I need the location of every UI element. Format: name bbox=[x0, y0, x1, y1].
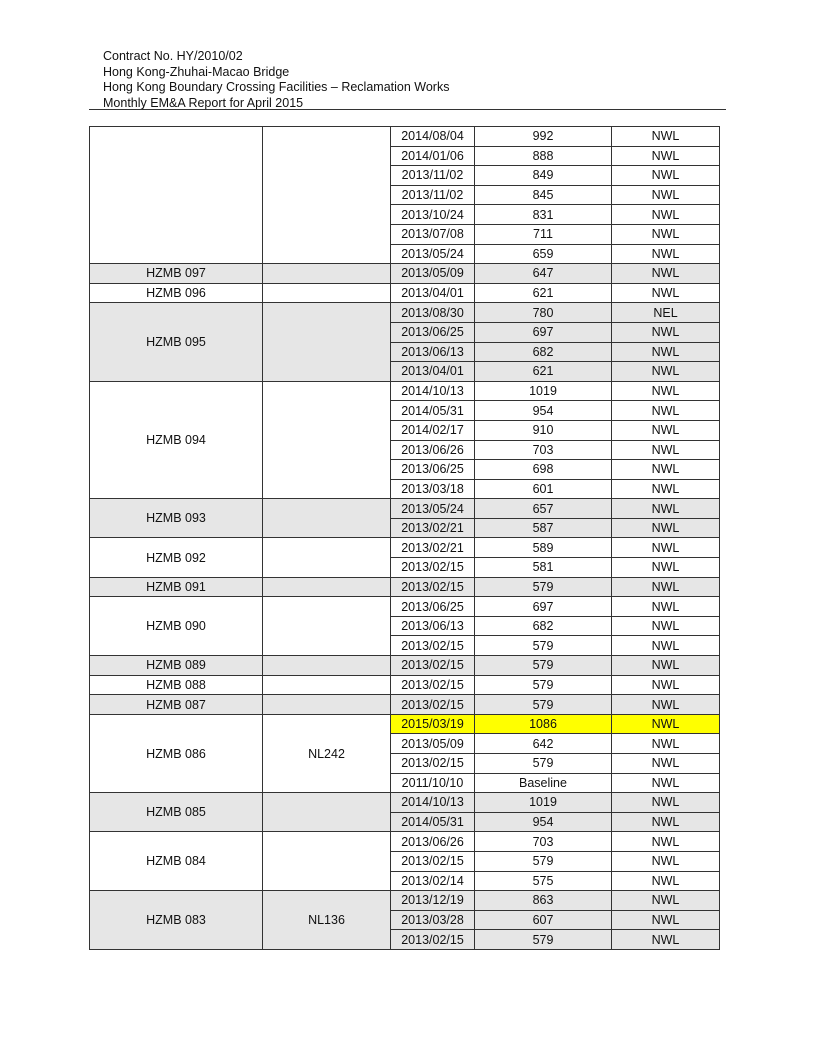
station-id-cell: HZMB 093 bbox=[90, 499, 263, 538]
reference-cell bbox=[263, 656, 391, 676]
category-cell: NWL bbox=[612, 714, 720, 734]
table-row bbox=[90, 793, 720, 813]
date-cell: 2013/02/21 bbox=[391, 538, 475, 558]
value-cell: 780 bbox=[475, 303, 612, 323]
value-cell: 587 bbox=[475, 518, 612, 538]
header-divider bbox=[89, 109, 726, 110]
value-cell: 697 bbox=[475, 597, 612, 617]
station-id-cell: HZMB 094 bbox=[90, 381, 263, 499]
value-cell: 703 bbox=[475, 832, 612, 852]
date-cell: 2013/02/15 bbox=[391, 930, 475, 950]
category-cell: NWL bbox=[612, 146, 720, 166]
value-cell: 581 bbox=[475, 558, 612, 578]
category-cell: NWL bbox=[612, 812, 720, 832]
value-cell: 703 bbox=[475, 440, 612, 460]
value-cell: 863 bbox=[475, 891, 612, 911]
category-cell: NWL bbox=[612, 322, 720, 342]
table-row bbox=[90, 675, 720, 695]
value-cell: 697 bbox=[475, 322, 612, 342]
category-cell: NWL bbox=[612, 558, 720, 578]
value-cell: 579 bbox=[475, 656, 612, 676]
date-cell: 2013/04/01 bbox=[391, 283, 475, 303]
reference-cell bbox=[263, 303, 391, 381]
value-cell: 579 bbox=[475, 851, 612, 871]
date-cell: 2013/02/15 bbox=[391, 577, 475, 597]
report-title: Monthly EM&A Report for April 2015 bbox=[103, 95, 304, 110]
category-cell: NWL bbox=[612, 401, 720, 421]
category-cell: NWL bbox=[612, 381, 720, 401]
category-cell: NWL bbox=[612, 930, 720, 950]
date-cell: 2013/11/02 bbox=[391, 166, 475, 186]
table-row bbox=[90, 832, 720, 852]
date-cell: 2015/03/19 bbox=[391, 714, 475, 734]
category-cell: NWL bbox=[612, 420, 720, 440]
date-cell: 2013/03/18 bbox=[391, 479, 475, 499]
station-id-cell: HZMB 092 bbox=[90, 538, 263, 577]
table-row bbox=[90, 597, 720, 617]
category-cell: NWL bbox=[612, 656, 720, 676]
category-cell: NWL bbox=[612, 538, 720, 558]
category-cell: NWL bbox=[612, 166, 720, 186]
value-cell: 682 bbox=[475, 616, 612, 636]
station-id-cell: HZMB 086 bbox=[90, 714, 263, 792]
reference-cell bbox=[263, 264, 391, 284]
table-row bbox=[90, 283, 720, 303]
date-cell: 2013/10/24 bbox=[391, 205, 475, 225]
date-cell: 2013/05/24 bbox=[391, 499, 475, 519]
value-cell: 682 bbox=[475, 342, 612, 362]
value-cell: 579 bbox=[475, 930, 612, 950]
value-cell: 589 bbox=[475, 538, 612, 558]
date-cell: 2013/06/26 bbox=[391, 440, 475, 460]
category-cell: NWL bbox=[612, 675, 720, 695]
station-id-cell: HZMB 084 bbox=[90, 832, 263, 891]
category-cell: NWL bbox=[612, 518, 720, 538]
category-cell: NWL bbox=[612, 342, 720, 362]
reference-cell: NL136 bbox=[263, 891, 391, 950]
reference-cell bbox=[263, 127, 391, 264]
table-row bbox=[90, 499, 720, 519]
station-id-cell: HZMB 097 bbox=[90, 264, 263, 284]
report-header bbox=[103, 49, 723, 111]
value-cell: 657 bbox=[475, 499, 612, 519]
value-cell: 711 bbox=[475, 224, 612, 244]
value-cell: 579 bbox=[475, 675, 612, 695]
category-cell: NWL bbox=[612, 910, 720, 930]
value-cell: 647 bbox=[475, 264, 612, 284]
reference-cell bbox=[263, 832, 391, 891]
table-row bbox=[90, 381, 720, 401]
date-cell: 2013/02/15 bbox=[391, 851, 475, 871]
project-name: Hong Kong-Zhuhai-Macao Bridge bbox=[103, 64, 290, 79]
value-cell: Baseline bbox=[475, 773, 612, 793]
date-cell: 2013/06/13 bbox=[391, 342, 475, 362]
facility-name: Hong Kong Boundary Crossing Facilities – Reclamation Works bbox=[103, 80, 450, 94]
value-cell: 849 bbox=[475, 166, 612, 186]
value-cell: 659 bbox=[475, 244, 612, 264]
date-cell: 2013/06/13 bbox=[391, 616, 475, 636]
value-cell: 845 bbox=[475, 185, 612, 205]
category-cell: NWL bbox=[612, 597, 720, 617]
category-cell: NWL bbox=[612, 440, 720, 460]
station-id-cell: HZMB 096 bbox=[90, 283, 263, 303]
date-cell: 2011/10/10 bbox=[391, 773, 475, 793]
category-cell: NWL bbox=[612, 734, 720, 754]
date-cell: 2014/10/13 bbox=[391, 793, 475, 813]
category-cell: NWL bbox=[612, 616, 720, 636]
date-cell: 2013/05/24 bbox=[391, 244, 475, 264]
category-cell: NWL bbox=[612, 891, 720, 911]
value-cell: 954 bbox=[475, 812, 612, 832]
value-cell: 954 bbox=[475, 401, 612, 421]
date-cell: 2013/02/14 bbox=[391, 871, 475, 891]
contract-number: Contract No. HY/2010/02 bbox=[103, 49, 243, 63]
category-cell: NWL bbox=[612, 244, 720, 264]
station-id-cell: HZMB 090 bbox=[90, 597, 263, 656]
date-cell: 2014/05/31 bbox=[391, 401, 475, 421]
category-cell: NWL bbox=[612, 636, 720, 656]
reference-cell bbox=[263, 381, 391, 499]
value-cell: 1019 bbox=[475, 793, 612, 813]
table-row bbox=[90, 714, 720, 734]
date-cell: 2013/02/15 bbox=[391, 695, 475, 715]
reference-cell bbox=[263, 499, 391, 538]
value-cell: 642 bbox=[475, 734, 612, 754]
date-cell: 2013/02/15 bbox=[391, 636, 475, 656]
table-row bbox=[90, 127, 720, 147]
reference-cell bbox=[263, 538, 391, 577]
reference-cell bbox=[263, 695, 391, 715]
reference-cell bbox=[263, 577, 391, 597]
value-cell: 579 bbox=[475, 754, 612, 774]
category-cell: NWL bbox=[612, 871, 720, 891]
date-cell: 2013/02/15 bbox=[391, 754, 475, 774]
date-cell: 2013/02/15 bbox=[391, 675, 475, 695]
category-cell: NWL bbox=[612, 851, 720, 871]
value-cell: 698 bbox=[475, 460, 612, 480]
table-row bbox=[90, 577, 720, 597]
date-cell: 2014/02/17 bbox=[391, 420, 475, 440]
category-cell: NWL bbox=[612, 460, 720, 480]
date-cell: 2013/02/21 bbox=[391, 518, 475, 538]
reference-cell bbox=[263, 283, 391, 303]
value-cell: 831 bbox=[475, 205, 612, 225]
table-row bbox=[90, 538, 720, 558]
station-id-cell: HZMB 089 bbox=[90, 656, 263, 676]
category-cell: NWL bbox=[612, 185, 720, 205]
date-cell: 2013/11/02 bbox=[391, 185, 475, 205]
date-cell: 2013/03/28 bbox=[391, 910, 475, 930]
table-row bbox=[90, 656, 720, 676]
value-cell: 888 bbox=[475, 146, 612, 166]
category-cell: NWL bbox=[612, 127, 720, 147]
value-cell: 579 bbox=[475, 695, 612, 715]
date-cell: 2013/05/09 bbox=[391, 734, 475, 754]
date-cell: 2013/08/30 bbox=[391, 303, 475, 323]
station-id-cell: HZMB 088 bbox=[90, 675, 263, 695]
monitoring-table bbox=[89, 126, 720, 950]
date-cell: 2013/06/25 bbox=[391, 460, 475, 480]
date-cell: 2013/06/25 bbox=[391, 322, 475, 342]
category-cell: NWL bbox=[612, 695, 720, 715]
category-cell: NWL bbox=[612, 793, 720, 813]
category-cell: NWL bbox=[612, 832, 720, 852]
date-cell: 2014/10/13 bbox=[391, 381, 475, 401]
value-cell: 601 bbox=[475, 479, 612, 499]
value-cell: 621 bbox=[475, 362, 612, 382]
station-id-cell: HZMB 083 bbox=[90, 891, 263, 950]
value-cell: 575 bbox=[475, 871, 612, 891]
station-id-cell: HZMB 085 bbox=[90, 793, 263, 832]
table-row bbox=[90, 891, 720, 911]
value-cell: 1019 bbox=[475, 381, 612, 401]
category-cell: NWL bbox=[612, 754, 720, 774]
category-cell: NWL bbox=[612, 224, 720, 244]
station-id-cell: HZMB 095 bbox=[90, 303, 263, 381]
station-id-cell: HZMB 087 bbox=[90, 695, 263, 715]
category-cell: NWL bbox=[612, 205, 720, 225]
category-cell: NWL bbox=[612, 773, 720, 793]
value-cell: 607 bbox=[475, 910, 612, 930]
reference-cell bbox=[263, 793, 391, 832]
monitoring-table-body bbox=[90, 127, 720, 950]
category-cell: NWL bbox=[612, 479, 720, 499]
date-cell: 2014/01/06 bbox=[391, 146, 475, 166]
date-cell: 2014/05/31 bbox=[391, 812, 475, 832]
date-cell: 2014/08/04 bbox=[391, 127, 475, 147]
table-row bbox=[90, 264, 720, 284]
date-cell: 2013/07/08 bbox=[391, 224, 475, 244]
table-row bbox=[90, 303, 720, 323]
category-cell: NWL bbox=[612, 283, 720, 303]
date-cell: 2013/02/15 bbox=[391, 558, 475, 578]
date-cell: 2013/06/25 bbox=[391, 597, 475, 617]
date-cell: 2013/06/26 bbox=[391, 832, 475, 852]
reference-cell: NL242 bbox=[263, 714, 391, 792]
date-cell: 2013/12/19 bbox=[391, 891, 475, 911]
category-cell: NWL bbox=[612, 577, 720, 597]
category-cell: NEL bbox=[612, 303, 720, 323]
table-row bbox=[90, 695, 720, 715]
value-cell: 910 bbox=[475, 420, 612, 440]
value-cell: 579 bbox=[475, 577, 612, 597]
reference-cell bbox=[263, 675, 391, 695]
category-cell: NWL bbox=[612, 499, 720, 519]
category-cell: NWL bbox=[612, 362, 720, 382]
value-cell: 579 bbox=[475, 636, 612, 656]
value-cell: 1086 bbox=[475, 714, 612, 734]
date-cell: 2013/05/09 bbox=[391, 264, 475, 284]
date-cell: 2013/02/15 bbox=[391, 656, 475, 676]
value-cell: 992 bbox=[475, 127, 612, 147]
reference-cell bbox=[263, 597, 391, 656]
station-id-cell: HZMB 091 bbox=[90, 577, 263, 597]
value-cell: 621 bbox=[475, 283, 612, 303]
station-id-cell bbox=[90, 127, 263, 264]
category-cell: NWL bbox=[612, 264, 720, 284]
date-cell: 2013/04/01 bbox=[391, 362, 475, 382]
